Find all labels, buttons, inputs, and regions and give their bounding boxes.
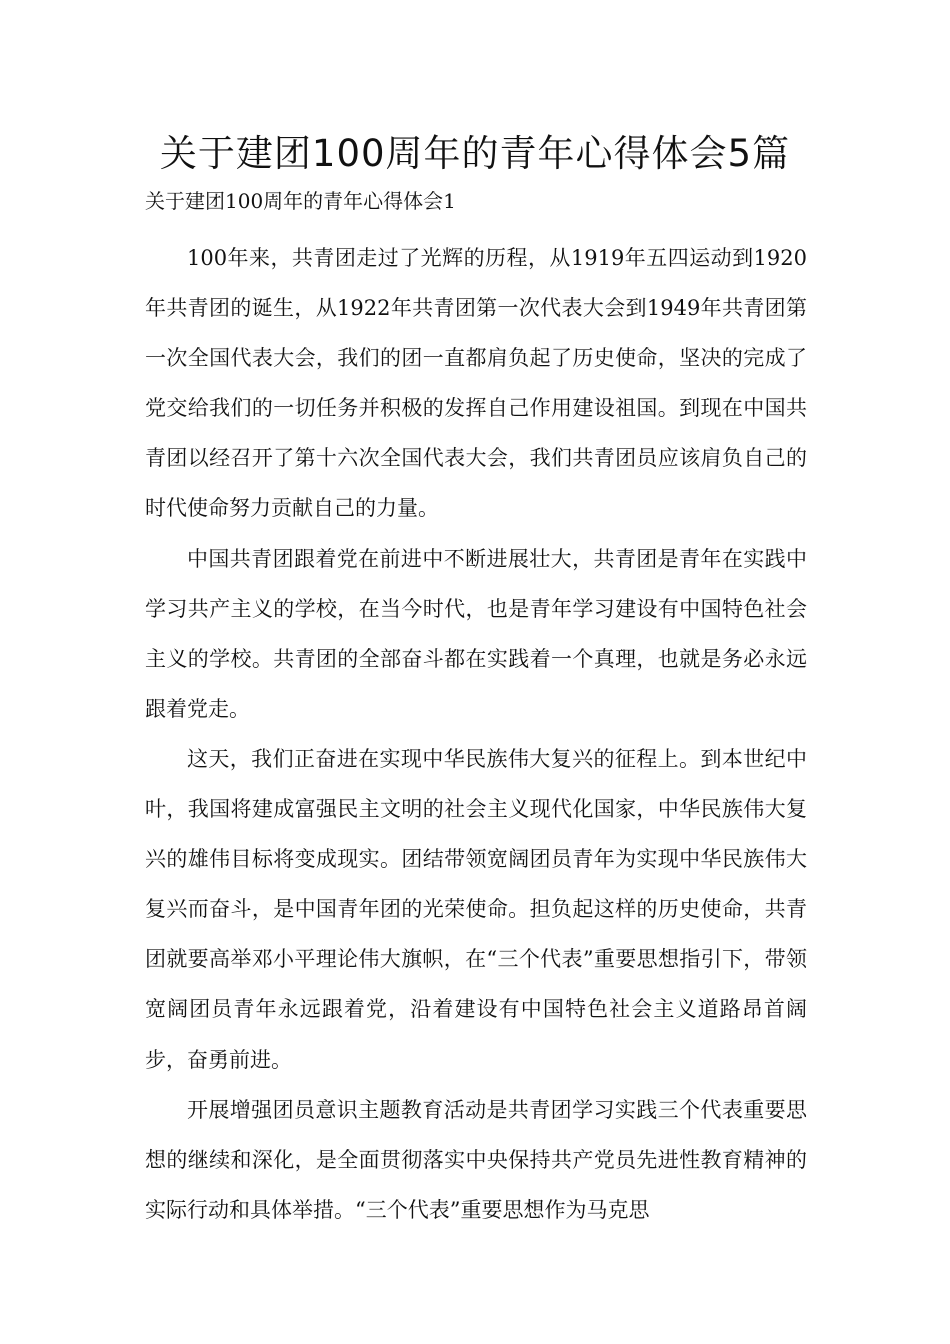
section-subtitle: 关于建团100周年的青年心得体会1 [145, 189, 456, 213]
document-title: 关于建团100周年的青年心得体会5篇 [159, 132, 791, 175]
paragraph: 中国共青团跟着党在前进中不断进展壮大，共青团是青年在实践中学习共产主义的学校，在当今时代，也是青年学习建设有中国特色社会主义的学校。共青团的全部奋斗都在实践着一个真理，也就是务必永远跟着党走。 [145, 546, 807, 721]
paragraph: 这天，我们正奋进在实现中华民族伟大复兴的征程上。到本世纪中叶，我国将建成富强民主文明的社会主义现代化国家，中华民族伟大复兴的雄伟目标将变成现实。团结带领宽阔团员青年为实现中华民族伟大复兴而奋斗，是中国青年团的光荣使命。担负起这样的历史使命，共青团就要高举邓小平理论伟大旗帜，在“三个代表”重要思想指引下，带领宽阔团员青年永远跟着党，沿着建设有中国特色社会主义道路昂首阔步，奋勇前进。 [145, 746, 807, 1072]
paragraph: 开展增强团员意识主题教育活动是共青团学习实践三个代表重要思想的继续和深化，是全面贯彻落实中央保持共产党员先进性教育精神的实际行动和具体举措。“三个代表”重要思想作为马克思 [145, 1097, 807, 1222]
paragraph: 100年来，共青团走过了光辉的历程，从1919年五四运动到1920年共青团的诞生，从1922年共青团第一次代表大会到1949年共青团第一次全国代表大会，我们的团一直都肩负起了历史使命，坚决的完成了党交给我们的一切任务并积极的发挥自己作用建设祖国。到现在中国共青团以经召开了第十六次全国代表大会，我们共青团员应该肩负自己的时代使命努力贡献自己的力量。 [145, 246, 807, 521]
document-body [145, 233, 807, 1235]
